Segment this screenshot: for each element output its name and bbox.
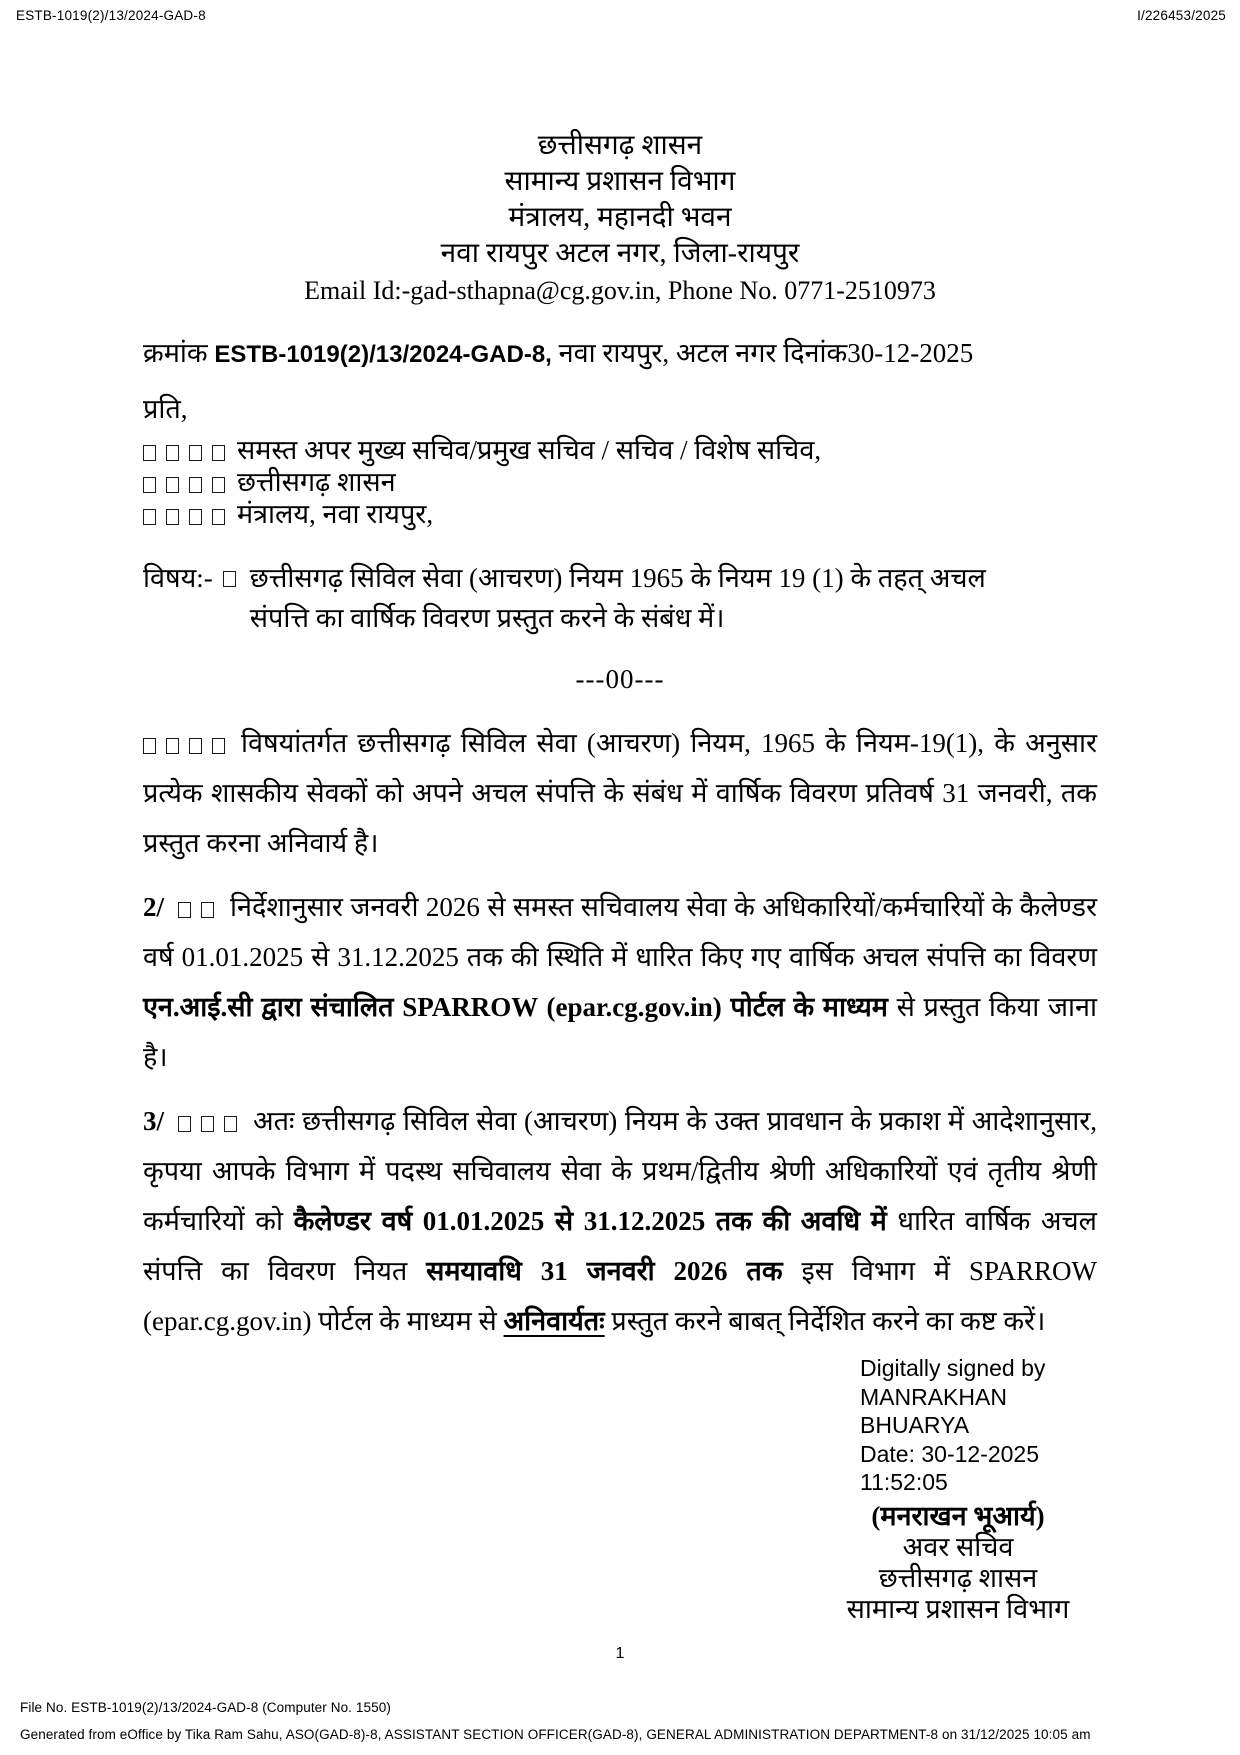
letterhead-building: मंत्रालय, महानदी भवन: [508, 202, 732, 233]
reference-number: ESTB-1019(2)/13/2024-GAD-8,: [214, 341, 552, 368]
tofu-box-icon: [223, 571, 236, 587]
signatory-department: सामान्य प्रशासन विभाग: [846, 1593, 1070, 1624]
digital-signature-signer: MANRAKHAN BHUARYA: [860, 1383, 1007, 1438]
paragraph-bold-underline-text: अनिवार्यतः: [503, 1306, 605, 1336]
subject-text: छत्तीसगढ़ सिविल सेवा (आचरण) नियम 1965 के नियम 19 (1) के तहत् अचल संपत्ति का वार्षिक विवरण प्रस्तुत करने के संबंध में।: [249, 563, 986, 633]
tofu-box-icon: [189, 477, 202, 493]
paragraph-text: विषयांतर्गत छत्तीसगढ़ सिविल सेवा (आचरण) नियम, 1965 के नियम-19(1), के अनुसार प्रत्येक शासकीय सेवकों को अपने अचल संपत्ति के संबंध में वार्षिक विवरण प्रतिवर्ष 31 जनवरी, तक प्रस्तुत करना अनिवार्य है।: [143, 728, 1097, 858]
letter-body: [143, 336, 1097, 1346]
tofu-box-icons: [143, 728, 225, 758]
paragraph-1: [143, 718, 1097, 868]
tofu-box-icon: [201, 902, 214, 918]
tofu-box-icon: [166, 738, 179, 754]
tofu-box-icon: [212, 738, 225, 754]
paragraph-bold-text: एन.आई.सी द्वारा संचालित SPARROW (epar.cg.gov.in) पोर्टल के माध्यम: [143, 992, 888, 1022]
tofu-box-icon: [189, 445, 202, 461]
paragraph-bold-text: कैलेण्डर वर्ष 01.01.2025 से 31.12.2025 तक की अवधि में: [293, 1206, 887, 1236]
letterhead-government: छत्तीसगढ़ शासन: [537, 130, 703, 161]
salutation: प्रति,: [143, 394, 188, 424]
tofu-box-icons: [143, 466, 225, 498]
reference-prefix: क्रमांक: [143, 338, 215, 368]
subject-label: विषय:-: [143, 563, 213, 593]
tofu-box-icon: [189, 738, 202, 754]
addressee-text: समस्त अपर मुख्य सचिव/प्रमुख सचिव / सचिव / विशेष सचिव,: [237, 435, 822, 465]
receipt-number: I/226453/2025: [1137, 8, 1226, 23]
signatory-designation: अवर सचिव: [902, 1531, 1014, 1562]
section-separator: ---00---: [575, 664, 665, 694]
subject-row: [143, 558, 1097, 638]
paragraph-2: [143, 882, 1097, 1082]
letterhead-city: नवा रायपुर अटल नगर, जिला-रायपुर: [440, 238, 800, 269]
tofu-box-icon: [224, 1116, 237, 1132]
addressee-line-3: [143, 498, 1097, 530]
digital-signature-time: 11:52:05: [860, 1469, 948, 1495]
page-number: 1: [615, 1645, 625, 1662]
tofu-box-icon: [143, 509, 156, 525]
tofu-box-icon: [212, 445, 225, 461]
paragraph-number: 3/: [143, 1106, 165, 1136]
paragraph-text: से प्रस्तुत किया जाना है।: [143, 992, 1097, 1072]
tofu-box-icons: [178, 1106, 237, 1136]
tofu-box-icon: [212, 477, 225, 493]
tofu-box-icon: [178, 902, 191, 918]
tofu-box-icon: [143, 477, 156, 493]
footer-file-number: File No. ESTB-1019(2)/13/2024-GAD-8 (Computer No. 1550): [20, 1700, 391, 1715]
paragraph-text: प्रस्तुत करने बाबत् निर्देशित करने का कष्ट करें।: [604, 1306, 1046, 1336]
tofu-box-icon: [166, 445, 179, 461]
tofu-box-icon: [143, 738, 156, 754]
paragraph-text: अतः छत्तीसगढ़ सिविल सेवा (आचरण) नियम के उक्त प्रावधान के प्रकाश में आदेशानुसार, कृपया आपके विभाग में पदस्थ सचिवालय सेवा के प्रथम/द्वितीय श्रेणी अधिकारियों एवं तृतीय श्रेणी कर्मचारियों को: [143, 1106, 1097, 1236]
tofu-box-icon: [212, 509, 225, 525]
tofu-box-icons: [143, 498, 225, 530]
reference-suffix: नवा रायपुर, अटल नगर दिनांक30-12-2025: [551, 338, 974, 368]
paragraph-text: इस विभाग में SPARROW (epar.cg.gov.in) पोर्टल के माध्यम से: [143, 1256, 1098, 1336]
tofu-box-icon: [143, 445, 156, 461]
addressee-line-2: [143, 466, 1097, 498]
addressee-text: मंत्रालय, नवा रायपुर,: [237, 499, 434, 529]
signatory-government: छत्तीसगढ़ शासन: [878, 1562, 1038, 1593]
tofu-box-icon: [178, 1116, 191, 1132]
paragraph-text: धारित वार्षिक अचल संपत्ति का विवरण नियत: [143, 1206, 1097, 1286]
paragraph-number: 2/: [143, 892, 165, 922]
letterhead: [0, 128, 1240, 310]
addressee-line-1: [143, 434, 1097, 466]
addressee-text: छत्तीसगढ़ शासन: [237, 467, 396, 497]
letterhead-department: सामान्य प्रशासन विभाग: [504, 166, 736, 197]
tofu-box-icon: [166, 477, 179, 493]
digital-signature-date: Date: 30-12-2025: [860, 1440, 1040, 1467]
reference-line: [143, 336, 1097, 372]
page-header: [16, 8, 1226, 23]
tofu-box-icon: [189, 509, 202, 525]
footer-generated-by: Generated from eOffice by Tika Ram Sahu, ASO(GAD-8)-8, ASSISTANT SECTION OFFICER(GAD-8), GENERAL ADMINISTRATION DEPARTMENT-8 on 31/12/2025 10:05 am: [20, 1727, 1091, 1742]
paragraph-bold-text: समयावधि 31 जनवरी 2026 तक: [426, 1256, 783, 1286]
page-footer: [20, 1694, 1220, 1748]
tofu-box-icon: [201, 1116, 214, 1132]
digital-signature-line: Digitally signed by: [860, 1355, 1046, 1381]
signatory-name: (मनराखन भूआर्य): [871, 1500, 1045, 1531]
letterhead-contact: Email Id:-gad-sthapna@cg.gov.in, Phone No. 0771-2510973: [304, 276, 936, 305]
tofu-box-icons: [178, 892, 214, 922]
file-reference-header: ESTB-1019(2)/13/2024-GAD-8: [16, 8, 206, 23]
paragraph-3: [143, 1096, 1097, 1346]
signature-block: [830, 1354, 1086, 1625]
paragraph-text: निर्देशानुसार जनवरी 2026 से समस्त सचिवालय सेवा के अधिकारियों/कर्मचारियों के कैलेण्डर वर्ष 01.01.2025 से 31.12.2025 तक की स्थिति में धारित किए गए वार्षिक अचल संपत्ति का विवरण: [143, 892, 1097, 972]
tofu-box-icons: [143, 434, 225, 466]
tofu-box-icon: [166, 509, 179, 525]
